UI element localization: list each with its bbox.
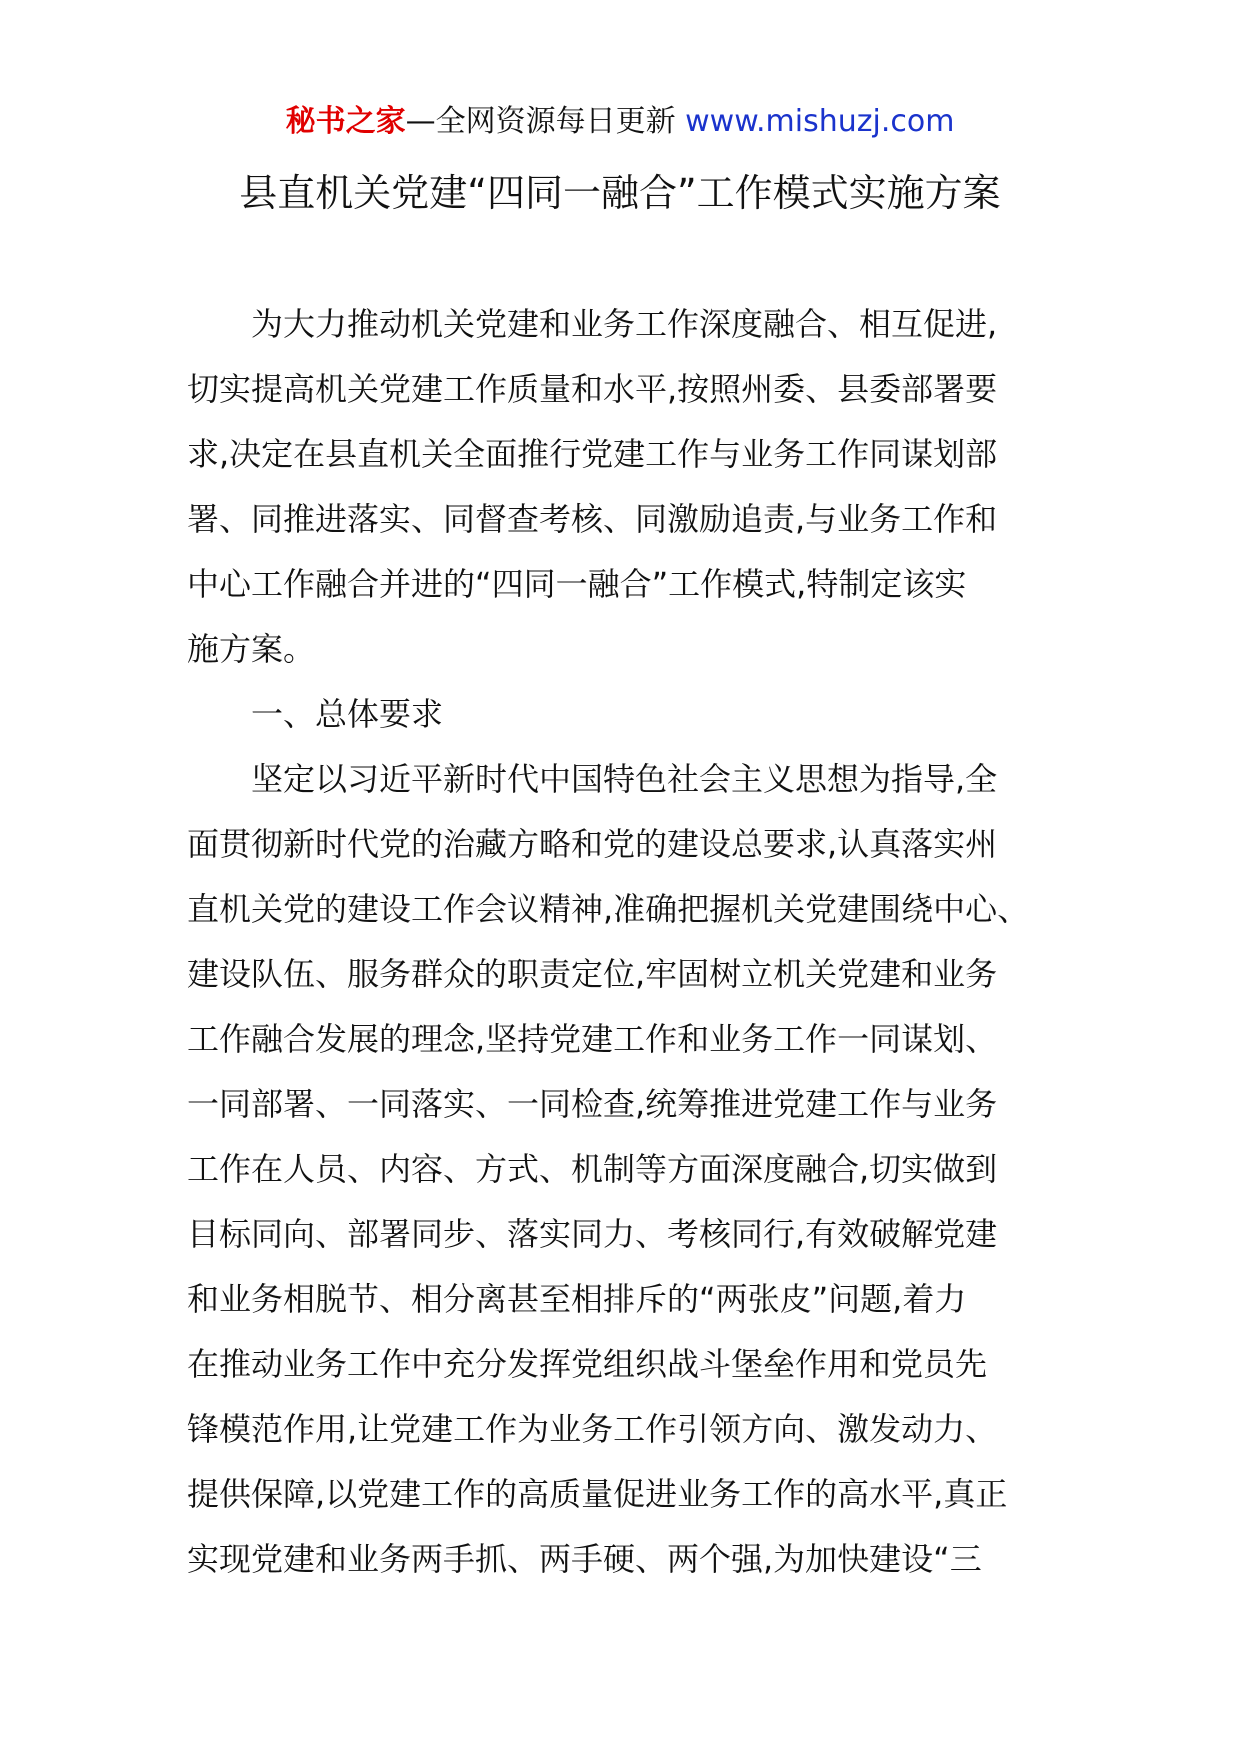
- paragraph-line: 面贯彻新时代党的治藏方略和党的建设总要求,认真落实州: [187, 825, 998, 863]
- header-tagline: —全网资源每日更新: [405, 104, 686, 139]
- paragraph-line: 在推动业务工作中充分发挥党组织战斗堡垒作用和党员先: [187, 1345, 988, 1383]
- paragraph-line: 目标同向、部署同步、落实同力、考核同行,有效破解党建: [187, 1215, 998, 1253]
- site-header: [0, 100, 1240, 144]
- site-url-link[interactable]: www.mishuzj.com: [685, 104, 955, 139]
- paragraph-line: 署、同推进落实、同督查考核、同激励追责,与业务工作和: [187, 500, 998, 538]
- paragraph-line: 切实提高机关党建工作质量和水平,按照州委、县委部署要: [187, 370, 998, 408]
- section-heading: 一、总体要求: [251, 695, 444, 733]
- paragraph-line: 一同部署、一同落实、一同检查,统筹推进党建工作与业务: [187, 1085, 998, 1123]
- paragraph-line: 建设队伍、服务群众的职责定位,牢固树立机关党建和业务: [187, 955, 998, 993]
- paragraph-line: 求,决定在县直机关全面推行党建工作与业务工作同谋划部: [187, 435, 998, 473]
- paragraph-line: 实现党建和业务两手抓、两手硬、两个强,为加快建设“三: [187, 1540, 982, 1578]
- paragraph-line: 工作在人员、内容、方式、机制等方面深度融合,切实做到: [187, 1150, 998, 1188]
- paragraph-line: 和业务相脱节、相分离甚至相排斥的“两张皮”问题,着力: [187, 1280, 967, 1318]
- brand-name: 秘书之家: [285, 104, 406, 139]
- document-body: [187, 292, 1057, 1592]
- paragraph-line: 中心工作融合并进的“四同一融合”工作模式,特制定该实: [187, 565, 967, 603]
- paragraph-line: 提供保障,以党建工作的高质量促进业务工作的高水平,真正: [187, 1475, 1008, 1513]
- paragraph-line: 锋模范作用,让党建工作为业务工作引领方向、激发动力、: [187, 1410, 998, 1448]
- paragraph-line: 坚定以习近平新时代中国特色社会主义思想为指导,全: [251, 760, 998, 798]
- paragraph-line: 施方案。: [187, 630, 316, 668]
- paragraph-line: 直机关党的建设工作会议精神,准确把握机关党建围绕中心、: [187, 890, 1030, 928]
- paragraph-line: 工作融合发展的理念,坚持党建工作和业务工作一同谋划、: [187, 1020, 998, 1058]
- paragraph-line: 为大力推动机关党建和业务工作深度融合、相互促进,: [251, 305, 998, 343]
- document-title: 县直机关党建“四同一融合”工作模式实施方案: [239, 171, 1001, 215]
